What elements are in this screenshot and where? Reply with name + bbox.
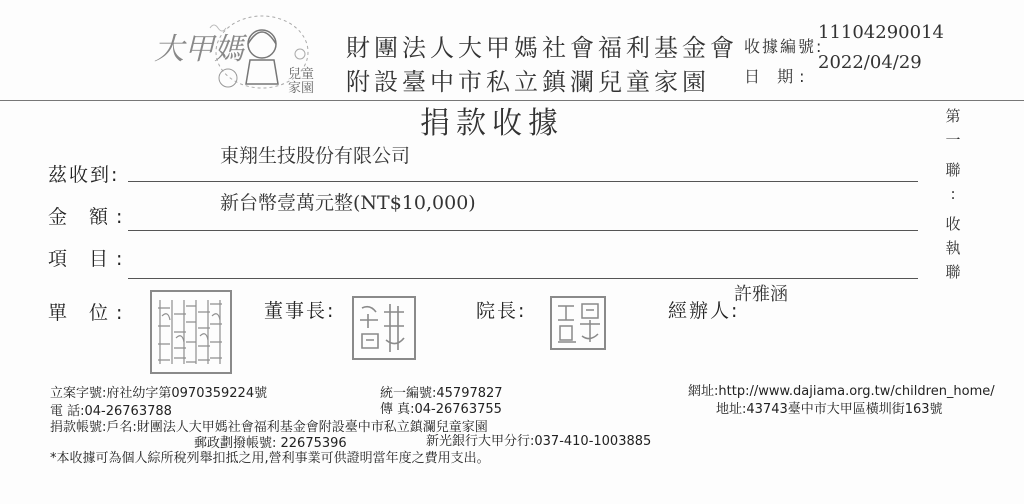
director-seal: [550, 296, 606, 350]
director-seal-stamp-icon: [552, 298, 604, 348]
logo-sub-text: 兒童家園: [288, 67, 315, 96]
unit-seal-stamp-icon: [152, 292, 230, 372]
website: 網址:http://www.dajiama.org.tw/children_home/: [688, 384, 995, 399]
director-label: 院長:: [476, 300, 527, 322]
chairman-label: 董事長:: [264, 300, 336, 322]
postal-account: 郵政劃撥帳號: 22675396: [194, 436, 347, 451]
logo-script-text: 大甲媽: [154, 32, 244, 67]
organization-subname: 附設臺中市私立鎮瀾兒童家園: [346, 68, 710, 96]
receipt-number: 11104290014: [818, 22, 944, 43]
address: 地址:43743臺中市大甲區橫圳街163號: [716, 402, 943, 417]
chairman-seal-stamp-icon: [354, 298, 414, 358]
copy-note-char: 執: [945, 239, 961, 257]
receipt-date: 2022/04/29: [818, 52, 922, 73]
receipt-number-label: 收據編號:: [744, 37, 824, 56]
license-number: 立案字號:府社幼字第0970359224號: [50, 386, 268, 401]
tax-deduction-note: *本收據可為個人綜所稅列舉扣抵之用,營利事業可供證明當年度之費用支出。: [50, 451, 490, 466]
date-label: 日 期:: [744, 67, 811, 86]
unit-label: 單 位:: [48, 302, 131, 324]
amount-label: 金 額:: [48, 206, 131, 228]
copy-note-char: 一: [945, 131, 961, 149]
handler-name: 許雅涵: [734, 284, 788, 305]
copy-note-char: 聯: [945, 161, 961, 179]
copy-note-char: 聯: [945, 263, 961, 281]
received-from-label: 茲收到:: [48, 164, 120, 186]
received-from-line: [128, 181, 918, 182]
item-label: 項 目:: [48, 248, 131, 270]
donation-account: 捐款帳號:戶名:財團法人大甲媽社會福利基金會附設臺中市私立鎮瀾兒童家園: [50, 420, 488, 435]
fax: 傳 真:04-26763755: [380, 402, 502, 417]
item-line: [128, 278, 918, 279]
unit-seal: [150, 290, 232, 374]
received-from-value: 東翔生技股份有限公司: [220, 145, 411, 167]
receipt-title: 捐款收據: [420, 106, 564, 141]
chairman-seal: [352, 296, 416, 360]
amount-value: 新台幣壹萬元整(NT$10,000): [220, 192, 476, 214]
copy-note-char: 第: [945, 107, 961, 125]
amount-line: [128, 230, 918, 231]
organization-name: 財團法人大甲媽社會福利基金會: [346, 34, 738, 62]
tax-id: 統一編號:45797827: [380, 386, 503, 401]
bank-account: 新光銀行大甲分行:037-410-1003885: [426, 434, 652, 449]
handler-label: 經辦人:: [668, 300, 740, 322]
organization-logo: [150, 10, 320, 100]
copy-note-char: 收: [945, 215, 961, 233]
copy-note: [940, 104, 966, 284]
copy-note-char: :: [950, 185, 956, 203]
phone: 電 話:04-26763788: [50, 404, 172, 419]
